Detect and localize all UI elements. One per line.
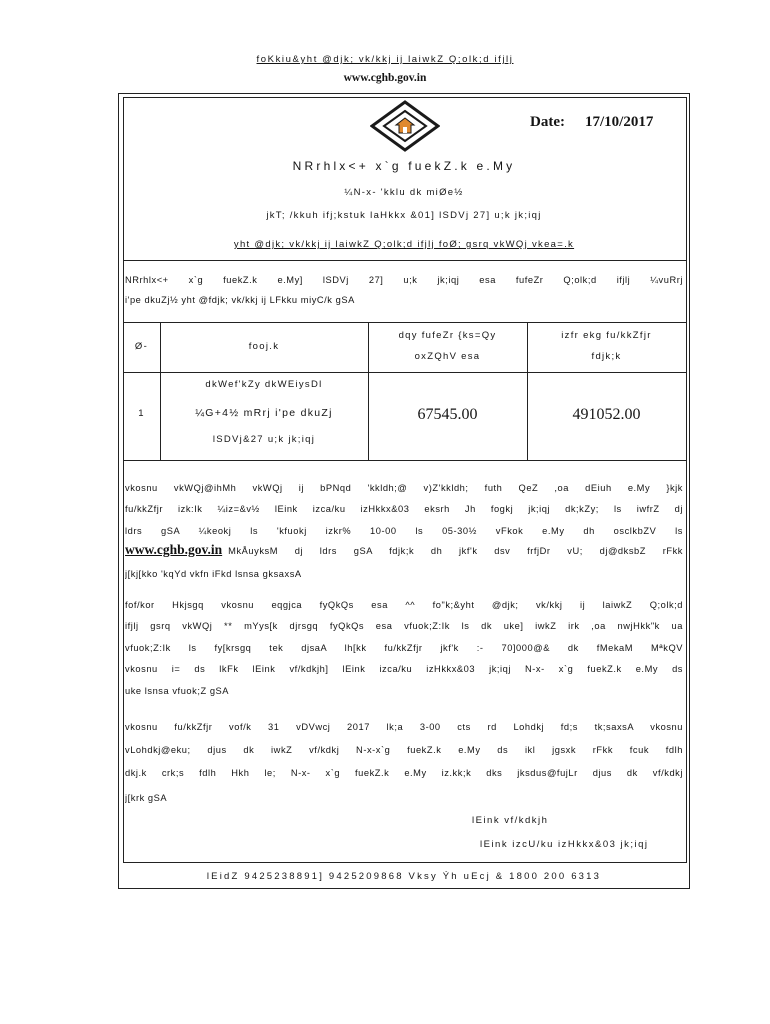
row-description: ¼G+4½ mRrj i'pe dkuZj [195, 407, 333, 419]
organisation-subtitle: ¼N-x- 'kklu dk miØe½ [344, 187, 464, 198]
row-rent-value: 491052.00 [572, 406, 641, 423]
paragraph-line: vkosnu i= ds lkFk lEink vf/kdkjh] lEink izca/ku izHkkx&03 jk;iqj N-x- x`g fuekZ.k e.My ds [125, 664, 683, 674]
housing-board-logo [370, 100, 440, 152]
date-label: Date: [530, 114, 565, 130]
table-column-divider [368, 322, 369, 460]
document-title [0, 54, 770, 65]
table-bottom-border [123, 460, 686, 461]
table-header-serial: Ø- [134, 341, 149, 352]
table-row-divider [123, 372, 686, 373]
website-link[interactable]: www.cghb.gov.in [125, 542, 223, 557]
paragraph-line-rest: MkÅuyksM dj ldrs gSA fdjk;k dh jkf'k dsv frfjDr vU; dj@dksbZ rFkk [228, 546, 683, 556]
table-header-rent: izfr ekg fu/kkZfjr [561, 330, 652, 341]
row-serial: 1 [138, 408, 145, 419]
signature-office: lEink izcU/ku izHkkx&03 jk;iqj [480, 839, 649, 850]
table-header-description: fooj.k [248, 341, 280, 352]
logo-house-door [403, 127, 407, 133]
paragraph-line: fof/kor Hkjsgq vkosnu eqgjca fyQkQs esa ^^ fo"k;&yht @djk; vk/kkj ij laiwkZ Q;olk;d [125, 600, 683, 610]
table-top-border [123, 322, 686, 323]
table-header-area: dqy fufeZr {ks=Qy [398, 330, 497, 341]
paragraph-line: ifjlj gsrq vkWQj ** mYys[k djrsgq fyQkQs esa vfuok;Z:Ik ls dk uke] iwkZ irk ,oa nwjHkk"k ua [125, 621, 683, 631]
organisation-address: jkT; /kkuh ifj;kstuk laHkkx &01] lSDVj 27] u;k jk;iqj [266, 210, 542, 221]
paragraph-line: ldrs gSA ¼keokj ls 'kfuokj izkr% 10-00 ls 05-30½ vFkok e.My dh osclkbZV ls [125, 526, 683, 536]
paragraph-line: j[kj[kko 'kqYd vkfn iFkd lsnsa gksaxsA [125, 569, 302, 579]
divider-line [123, 260, 686, 261]
paragraph-line: vkosnu vkWQj@ihMh vkWQj ij bPNqd 'kkldh;@ v)Z'kkldh; futh QeZ ,oa dEiuh e.My }kjk [125, 483, 683, 493]
paragraph-line: fu/kkZfjr izk:Ik ¼iz=&v½ lEink izca/ku izHkkx&03 eksrh Jh fogkj jk;iqj dk;kZy; ls iwfrZ dj [125, 504, 683, 514]
paragraph-line: uke lsnsa vfuok;Z gSA [125, 686, 230, 696]
contact-footer: lEidZ 9425238891] 9425209868 Vksy Ýh uEcj & 1800 200 6313 [206, 871, 602, 882]
date-value: 17/10/2017 [585, 114, 654, 130]
paragraph-line-with-link [125, 542, 683, 558]
intro-line: NRrhlx<+ x`g fuekZ.k e.My] lSDVj 27] u;k jk;iqj esa fufeZr Q;olk;d ifjlj ¼vuRrj [125, 275, 683, 285]
paragraph-line: vLohdkj@eku; djus dk iwkZ vf/kdkj N-x-x`g fuekZ.k e.My ds ikl jgsxk rFkk fcuk fdlh [125, 745, 683, 755]
row-description: lSDVj&27 u;k jk;iqj [212, 434, 316, 445]
signature-title: lEink vf/kdkjh [472, 815, 549, 826]
organisation-name: NRrhlx<+ x`g fuekZ.k e.My [292, 159, 516, 173]
website-heading: www.cghb.gov.in [343, 72, 427, 84]
paragraph-line: dkj.k crk;s fdlh Hkh le; N-x- x`g fuekZ.k e.My iz.kk;k dks jksdus@fujLr djus dk vf/kdkj [125, 768, 683, 778]
document-title-text: foKkiu&yht @djk; vk/kkj ij laiwkZ Q;olk;d ifjlj [256, 54, 514, 65]
paragraph-line: vkosnu fu/kkZfjr vof/k 31 vDVwcj 2017 lk;a 3-00 cts rd Lohdkj fd;s tk;saxsA vkosnu [125, 722, 683, 732]
row-area-value: 67545.00 [417, 406, 478, 423]
table-column-divider [527, 322, 528, 460]
row-description: dkWef'kZy dkWEiysDl [205, 379, 323, 390]
table-header-area: oxZQhV esa [414, 351, 481, 362]
notice-subject-text: yht @djk; vk/kkj ij laiwkZ Q;olk;d ifjlj foØ; gsrq vkWQj vkea=.k [233, 239, 575, 250]
notice-subject [123, 239, 685, 250]
intro-line: i'pe dkuZj½ yht @fdjk; vk/kkj ij LFkku miyC/k gSA [125, 295, 355, 305]
paragraph-line: j[krk gSA [125, 793, 168, 803]
paragraph-line: vfuok;Z:Ik ls fy[krsgq tek djsaA lh[kk fu/kkZfjr jkf'k :- 70]000@& dk fMekaM MªkQV [125, 643, 683, 653]
table-header-rent: fdjk;k [591, 351, 622, 362]
